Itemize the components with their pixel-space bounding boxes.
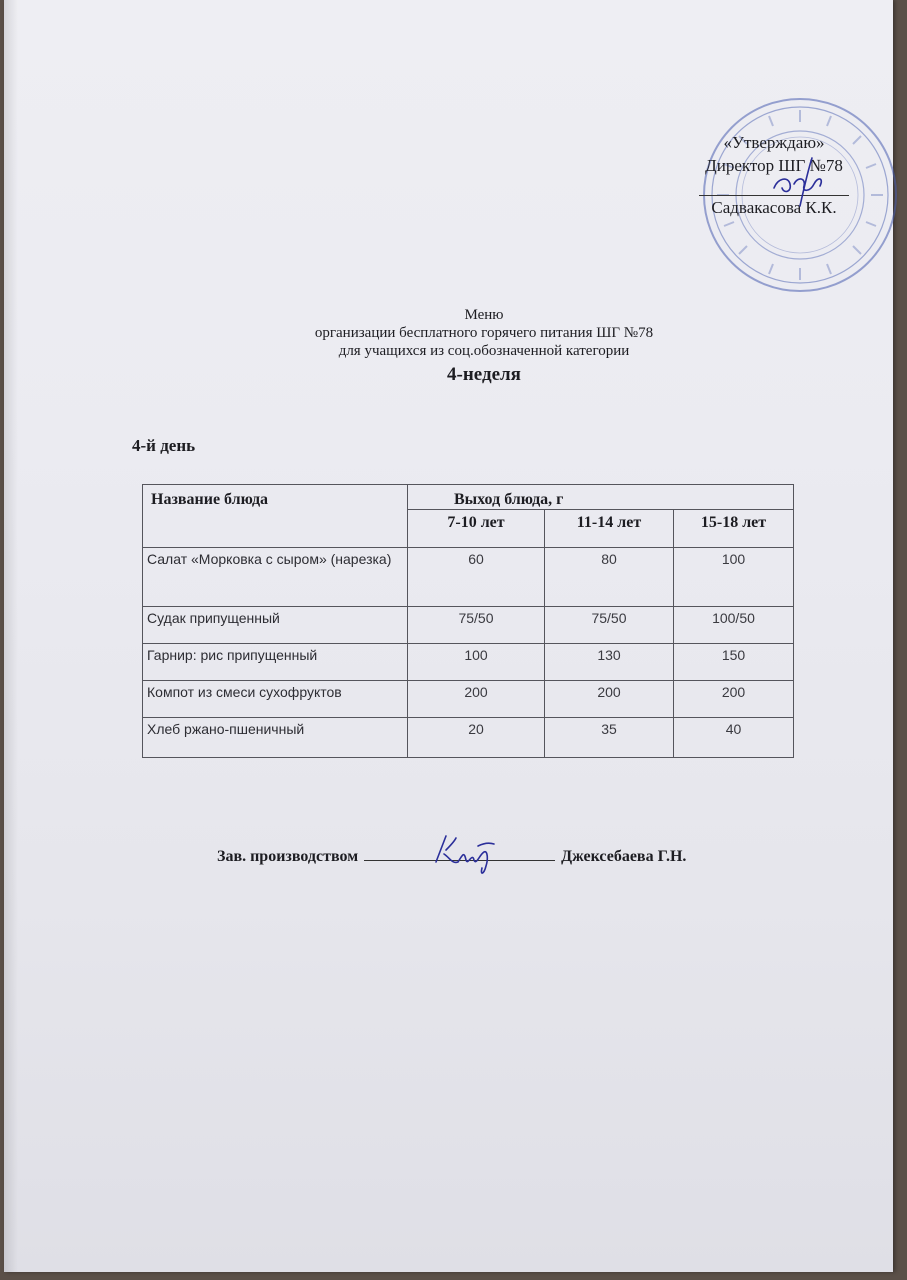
manager-signature <box>432 832 512 878</box>
portion-value: 35 <box>545 718 674 758</box>
age-group-header: 15-18 лет <box>674 510 794 548</box>
week-label: 4-неделя <box>447 364 521 385</box>
menu-title: Меню <box>464 307 504 323</box>
menu-table <box>142 484 794 758</box>
dish-name: Судак припущенный <box>143 607 408 644</box>
menu-subtitle-category: для учащихся из соц.обозначенной категории <box>338 343 630 359</box>
portion-value: 75/50 <box>545 607 674 644</box>
portion-value: 100 <box>408 644 545 681</box>
footer-role: Зав. производством <box>217 848 359 865</box>
approval-title: «Утверждаю» <box>723 133 825 152</box>
portion-value: 20 <box>408 718 545 758</box>
portion-value: 100/50 <box>674 607 794 644</box>
table-row <box>143 681 794 718</box>
table-row <box>143 607 794 644</box>
column-header-dish: Название блюда <box>143 485 408 548</box>
portion-value: 150 <box>674 644 794 681</box>
table-row <box>143 644 794 681</box>
portion-value: 130 <box>545 644 674 681</box>
footer-person: Джексебаева Г.Н. <box>561 848 687 865</box>
portion-value: 100 <box>674 548 794 607</box>
dish-name: Гарнир: рис припущенный <box>143 644 408 681</box>
portion-value: 40 <box>674 718 794 758</box>
portion-value: 75/50 <box>408 607 545 644</box>
table-row <box>143 548 794 607</box>
portion-value: 80 <box>545 548 674 607</box>
approval-position: Директор ШГ №78 <box>705 156 843 175</box>
portion-value: 200 <box>408 681 545 718</box>
table-header-row <box>143 485 794 510</box>
document-page <box>4 0 893 1272</box>
day-label: 4-й день <box>132 436 196 455</box>
dish-name: Салат «Морковка с сыром» (нарезка) <box>143 548 408 607</box>
dish-name: Хлеб ржано-пшеничный <box>143 718 408 758</box>
menu-header <box>204 306 764 388</box>
column-header-output: Выход блюда, г <box>408 485 794 510</box>
dish-name: Компот из смеси сухофруктов <box>143 681 408 718</box>
menu-subtitle-org: организации бесплатного горячего питания ШГ №78 <box>314 325 654 341</box>
portion-value: 60 <box>408 548 545 607</box>
approval-name: Садвакасова К.К. <box>711 198 837 217</box>
age-group-header: 7-10 лет <box>408 510 545 548</box>
portion-value: 200 <box>545 681 674 718</box>
table-row <box>143 718 794 758</box>
portion-value: 200 <box>674 681 794 718</box>
age-group-header: 11-14 лет <box>545 510 674 548</box>
director-signature <box>764 148 834 208</box>
